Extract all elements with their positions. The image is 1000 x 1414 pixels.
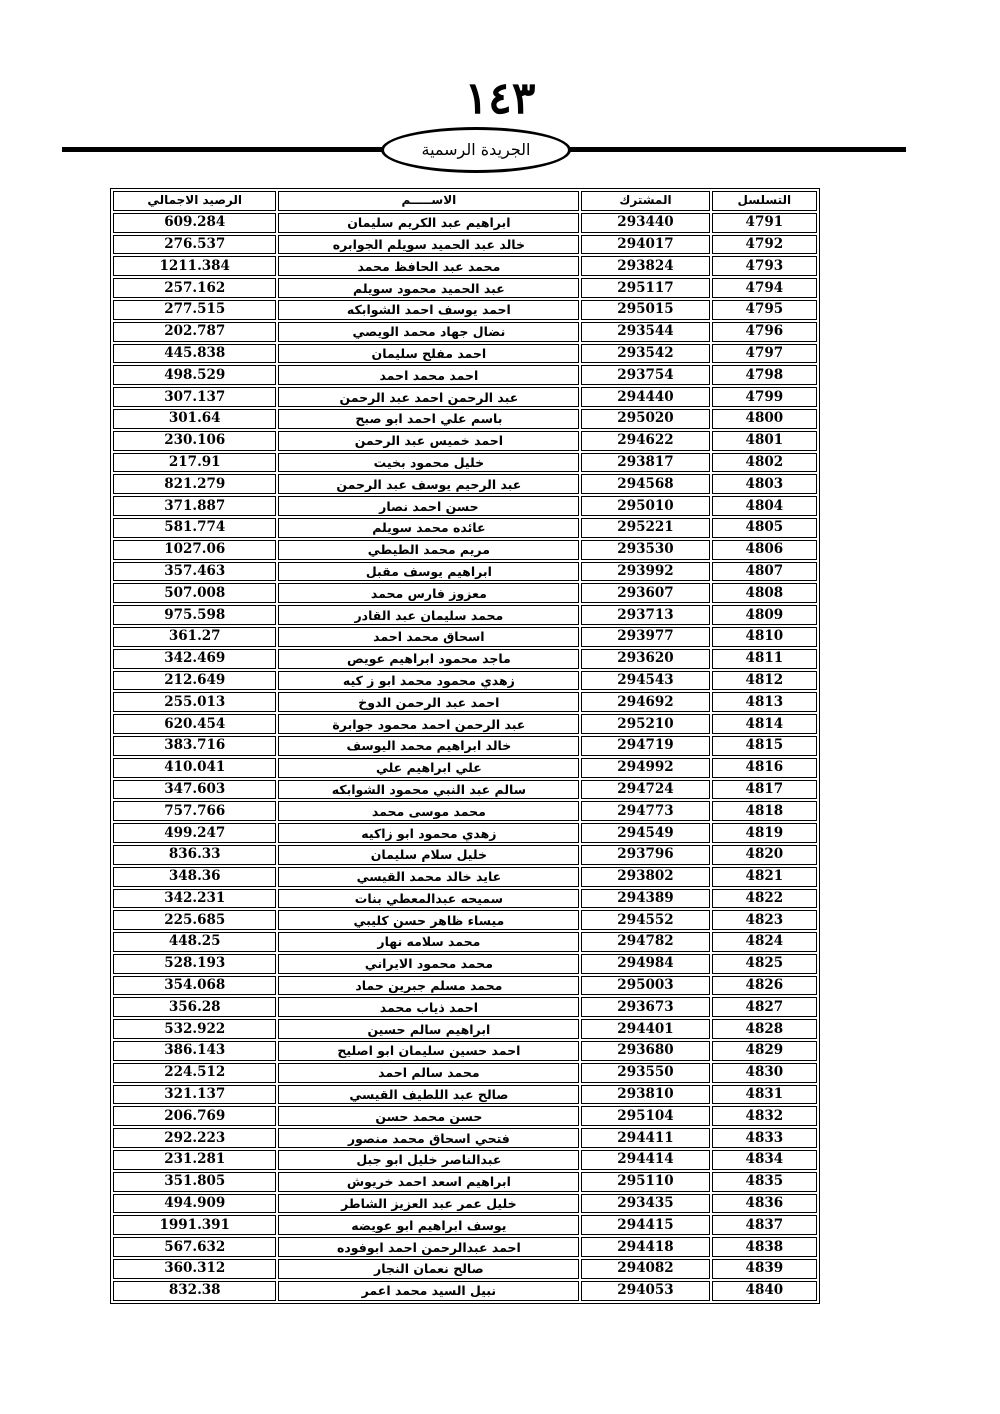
cell-serial: 4803 — [712, 474, 817, 494]
cell-balance: 301.64 — [113, 409, 276, 429]
cell-balance: 202.787 — [113, 322, 276, 342]
cell-serial: 4805 — [712, 518, 817, 538]
cell-name: علي ابراهيم علي — [278, 758, 579, 778]
table-row — [113, 213, 817, 233]
table-body — [113, 213, 817, 1301]
cell-subscriber: 293542 — [581, 344, 709, 364]
cell-name: ابراهيم يوسف مقبل — [278, 562, 579, 582]
cell-subscriber: 294389 — [581, 889, 709, 909]
cell-balance: 292.223 — [113, 1128, 276, 1148]
cell-serial: 4801 — [712, 431, 817, 451]
cell-balance: 321.137 — [113, 1085, 276, 1105]
cell-subscriber: 294017 — [581, 235, 709, 255]
cell-subscriber: 294692 — [581, 692, 709, 712]
cell-balance: 342.469 — [113, 649, 276, 669]
table-row — [113, 409, 817, 429]
cell-serial: 4836 — [712, 1194, 817, 1214]
cell-balance: 356.28 — [113, 997, 276, 1017]
cell-subscriber: 294543 — [581, 671, 709, 691]
cell-name: خالد عبد الحميد سويلم الجوابره — [278, 235, 579, 255]
cell-balance: 507.008 — [113, 583, 276, 603]
column-header-name: الاســـــم — [278, 191, 579, 211]
cell-serial: 4829 — [712, 1041, 817, 1061]
cell-name: عائده محمد سويلم — [278, 518, 579, 538]
table-row — [113, 1128, 817, 1148]
cell-balance: 836.33 — [113, 845, 276, 865]
cell-balance: 499.247 — [113, 823, 276, 843]
cell-name: محمد سليمان عبد القادر — [278, 605, 579, 625]
cell-serial: 4802 — [712, 453, 817, 473]
cell-subscriber: 294414 — [581, 1150, 709, 1170]
cell-name: محمد مسلم جبرين حماد — [278, 976, 579, 996]
table-row — [113, 453, 817, 473]
cell-serial: 4821 — [712, 867, 817, 887]
cell-balance: 255.013 — [113, 692, 276, 712]
cell-subscriber: 293673 — [581, 997, 709, 1017]
cell-balance: 217.91 — [113, 453, 276, 473]
cell-serial: 4827 — [712, 997, 817, 1017]
cell-serial: 4799 — [712, 387, 817, 407]
cell-name: احمد عبد الرحمن الدوخ — [278, 692, 579, 712]
cell-name: معزوز فارس محمد — [278, 583, 579, 603]
cell-serial: 4811 — [712, 649, 817, 669]
cell-serial: 4833 — [712, 1128, 817, 1148]
cell-balance: 276.537 — [113, 235, 276, 255]
table-row — [113, 1194, 817, 1214]
cell-balance: 230.106 — [113, 431, 276, 451]
cell-name: عبد الرحمن احمد عبد الرحمن — [278, 387, 579, 407]
cell-name: عايد خالد محمد القيسي — [278, 867, 579, 887]
cell-balance: 1027.06 — [113, 540, 276, 560]
cell-balance: 357.463 — [113, 562, 276, 582]
cell-serial: 4830 — [712, 1063, 817, 1083]
cell-serial: 4818 — [712, 801, 817, 821]
cell-serial: 4820 — [712, 845, 817, 865]
cell-serial: 4809 — [712, 605, 817, 625]
table-row — [113, 365, 817, 385]
cell-balance: 581.774 — [113, 518, 276, 538]
cell-name: محمد سلامه نهار — [278, 932, 579, 952]
table-row — [113, 1215, 817, 1235]
cell-name: عبد الرحمن احمد محمود جوابرة — [278, 714, 579, 734]
cell-serial: 4824 — [712, 932, 817, 952]
cell-serial: 4826 — [712, 976, 817, 996]
cell-subscriber: 294415 — [581, 1215, 709, 1235]
table-row — [113, 518, 817, 538]
cell-subscriber: 295010 — [581, 496, 709, 516]
cell-balance: 212.649 — [113, 671, 276, 691]
cell-balance: 354.068 — [113, 976, 276, 996]
table-row — [113, 976, 817, 996]
cell-subscriber: 293817 — [581, 453, 709, 473]
cell-subscriber: 295221 — [581, 518, 709, 538]
cell-name: محمد محمود الايراني — [278, 954, 579, 974]
cell-subscriber: 295210 — [581, 714, 709, 734]
table-row — [113, 1237, 817, 1257]
cell-subscriber: 293530 — [581, 540, 709, 560]
cell-name: احمد خميس عبد الرحمن — [278, 431, 579, 451]
cell-serial: 4834 — [712, 1150, 817, 1170]
cell-subscriber: 293440 — [581, 213, 709, 233]
cell-subscriber: 295117 — [581, 278, 709, 298]
table-row — [113, 1041, 817, 1061]
cell-serial: 4815 — [712, 736, 817, 756]
cell-balance: 448.25 — [113, 932, 276, 952]
table-row — [113, 322, 817, 342]
column-header-subscriber: المشترك — [581, 191, 709, 211]
cell-subscriber: 293620 — [581, 649, 709, 669]
cell-subscriber: 294782 — [581, 932, 709, 952]
cell-name: محمد عبد الحافظ محمد — [278, 256, 579, 276]
table-row — [113, 932, 817, 952]
cell-subscriber: 294568 — [581, 474, 709, 494]
cell-balance: 620.454 — [113, 714, 276, 734]
cell-subscriber: 295110 — [581, 1172, 709, 1192]
cell-name: عبد الحميد محمود سويلم — [278, 278, 579, 298]
cell-subscriber: 294440 — [581, 387, 709, 407]
cell-name: خالد ابراهيم محمد اليوسف — [278, 736, 579, 756]
cell-serial: 4822 — [712, 889, 817, 909]
cell-subscriber: 295015 — [581, 300, 709, 320]
cell-subscriber: 293824 — [581, 256, 709, 276]
cell-serial: 4794 — [712, 278, 817, 298]
cell-balance: 1211.384 — [113, 256, 276, 276]
cell-serial: 4813 — [712, 692, 817, 712]
table-row — [113, 714, 817, 734]
cell-balance: 351.805 — [113, 1172, 276, 1192]
cell-subscriber: 294418 — [581, 1237, 709, 1257]
cell-balance: 410.041 — [113, 758, 276, 778]
cell-subscriber: 293435 — [581, 1194, 709, 1214]
cell-name: ابراهيم اسعد احمد خريوش — [278, 1172, 579, 1192]
cell-name: خليل عمر عبد العزيز الشاطر — [278, 1194, 579, 1214]
cell-subscriber: 293713 — [581, 605, 709, 625]
cell-name: احمد يوسف احمد الشوابكه — [278, 300, 579, 320]
cell-name: احمد محمد احمد — [278, 365, 579, 385]
cell-balance: 257.162 — [113, 278, 276, 298]
cell-serial: 4832 — [712, 1106, 817, 1126]
cell-serial: 4810 — [712, 627, 817, 647]
table-row — [113, 1281, 817, 1301]
cell-subscriber: 293802 — [581, 867, 709, 887]
cell-serial: 4825 — [712, 954, 817, 974]
cell-balance: 347.603 — [113, 780, 276, 800]
publication-title: الجريدة الرسمية — [421, 140, 531, 159]
cell-balance: 348.36 — [113, 867, 276, 887]
column-header-balance: الرصيد الاجمالي — [113, 191, 276, 211]
cell-name: خليل محمود بخيت — [278, 453, 579, 473]
cell-balance: 342.231 — [113, 889, 276, 909]
cell-balance: 371.887 — [113, 496, 276, 516]
cell-name: سالم عبد النبي محمود الشوابكه — [278, 780, 579, 800]
cell-subscriber: 294411 — [581, 1128, 709, 1148]
cell-name: صالح نعمان النجار — [278, 1259, 579, 1279]
cell-subscriber: 294719 — [581, 736, 709, 756]
table-row — [113, 649, 817, 669]
cell-serial: 4792 — [712, 235, 817, 255]
table-row — [113, 605, 817, 625]
cell-name: فتحي اسحاق محمد منصور — [278, 1128, 579, 1148]
cell-subscriber: 293550 — [581, 1063, 709, 1083]
cell-balance: 821.279 — [113, 474, 276, 494]
table-row — [113, 1106, 817, 1126]
cell-serial: 4823 — [712, 910, 817, 930]
cell-name: محمد سالم احمد — [278, 1063, 579, 1083]
cell-name: احمد عبدالرحمن احمد ابوفوده — [278, 1237, 579, 1257]
cell-name: اسحاق محمد احمد — [278, 627, 579, 647]
cell-balance: 567.632 — [113, 1237, 276, 1257]
cell-name: صالح عبد اللطيف القيسي — [278, 1085, 579, 1105]
publication-badge — [381, 127, 571, 173]
table-row — [113, 387, 817, 407]
cell-subscriber: 294984 — [581, 954, 709, 974]
cell-balance: 360.312 — [113, 1259, 276, 1279]
cell-subscriber: 293796 — [581, 845, 709, 865]
subscribers-table-container — [110, 188, 820, 1304]
page-number: ١٤٣ — [464, 73, 536, 124]
table-row — [113, 1172, 817, 1192]
table-row — [113, 496, 817, 516]
table-header-row — [113, 191, 817, 211]
cell-name: عبد الرحيم يوسف عبد الرحمن — [278, 474, 579, 494]
cell-balance: 277.515 — [113, 300, 276, 320]
cell-serial: 4831 — [712, 1085, 817, 1105]
cell-name: نضال جهاد محمد الويصي — [278, 322, 579, 342]
table-row — [113, 300, 817, 320]
table-row — [113, 1259, 817, 1279]
cell-balance: 609.284 — [113, 213, 276, 233]
cell-name: عبدالناصر خليل ابو جبل — [278, 1150, 579, 1170]
table-row — [113, 910, 817, 930]
table-row — [113, 583, 817, 603]
cell-subscriber: 293754 — [581, 365, 709, 385]
cell-balance: 757.766 — [113, 801, 276, 821]
table-row — [113, 235, 817, 255]
cell-subscriber: 295020 — [581, 409, 709, 429]
cell-balance: 498.529 — [113, 365, 276, 385]
cell-subscriber: 294082 — [581, 1259, 709, 1279]
cell-balance: 386.143 — [113, 1041, 276, 1061]
cell-serial: 4838 — [712, 1237, 817, 1257]
cell-balance: 225.685 — [113, 910, 276, 930]
cell-serial: 4808 — [712, 583, 817, 603]
cell-subscriber: 294549 — [581, 823, 709, 843]
cell-name: ماجد محمود ابراهيم عويص — [278, 649, 579, 669]
table-row — [113, 889, 817, 909]
cell-balance: 206.769 — [113, 1106, 276, 1126]
cell-serial: 4796 — [712, 322, 817, 342]
table-row — [113, 692, 817, 712]
cell-name: حسن محمد حسن — [278, 1106, 579, 1126]
cell-serial: 4812 — [712, 671, 817, 691]
cell-serial: 4816 — [712, 758, 817, 778]
cell-subscriber: 293607 — [581, 583, 709, 603]
cell-subscriber: 293544 — [581, 322, 709, 342]
cell-name: سميحه عبدالمعطي بنات — [278, 889, 579, 909]
cell-serial: 4791 — [712, 213, 817, 233]
cell-balance: 832.38 — [113, 1281, 276, 1301]
table-row — [113, 1150, 817, 1170]
cell-serial: 4819 — [712, 823, 817, 843]
table-row — [113, 758, 817, 778]
cell-subscriber: 295003 — [581, 976, 709, 996]
cell-subscriber: 295104 — [581, 1106, 709, 1126]
table-row — [113, 540, 817, 560]
cell-serial: 4817 — [712, 780, 817, 800]
table-row — [113, 823, 817, 843]
cell-name: يوسف ابراهيم ابو عويضه — [278, 1215, 579, 1235]
table-row — [113, 867, 817, 887]
cell-serial: 4828 — [712, 1019, 817, 1039]
cell-balance: 361.27 — [113, 627, 276, 647]
table-row — [113, 1063, 817, 1083]
cell-serial: 4806 — [712, 540, 817, 560]
cell-serial: 4804 — [712, 496, 817, 516]
cell-name: محمد موسى محمد — [278, 801, 579, 821]
cell-name: احمد مفلح سليمان — [278, 344, 579, 364]
cell-balance: 528.193 — [113, 954, 276, 974]
cell-serial: 4840 — [712, 1281, 817, 1301]
cell-balance: 445.838 — [113, 344, 276, 364]
cell-serial: 4807 — [712, 562, 817, 582]
cell-serial: 4795 — [712, 300, 817, 320]
cell-serial: 4835 — [712, 1172, 817, 1192]
cell-name: ميساء ظاهر حسن كليبي — [278, 910, 579, 930]
cell-serial: 4814 — [712, 714, 817, 734]
cell-name: ابراهيم عبد الكريم سليمان — [278, 213, 579, 233]
cell-subscriber: 294552 — [581, 910, 709, 930]
table-row — [113, 474, 817, 494]
cell-serial: 4797 — [712, 344, 817, 364]
table-row — [113, 1085, 817, 1105]
subscribers-table — [110, 188, 820, 1304]
cell-name: مريم محمد الطيطي — [278, 540, 579, 560]
column-header-serial: التسلسل — [712, 191, 817, 211]
table-row — [113, 671, 817, 691]
table-row — [113, 562, 817, 582]
table-row — [113, 1019, 817, 1039]
table-row — [113, 344, 817, 364]
cell-name: خليل سلام سليمان — [278, 845, 579, 865]
cell-name: زهدي محمود محمد ابو ز كيه — [278, 671, 579, 691]
cell-serial: 4839 — [712, 1259, 817, 1279]
cell-balance: 494.909 — [113, 1194, 276, 1214]
cell-subscriber: 293977 — [581, 627, 709, 647]
table-row — [113, 278, 817, 298]
cell-name: نبيل السيد محمد اعمر — [278, 1281, 579, 1301]
cell-subscriber: 294053 — [581, 1281, 709, 1301]
cell-serial: 4798 — [712, 365, 817, 385]
cell-subscriber: 294724 — [581, 780, 709, 800]
cell-subscriber: 293810 — [581, 1085, 709, 1105]
table-row — [113, 845, 817, 865]
cell-balance: 975.598 — [113, 605, 276, 625]
cell-name: زهدي محمود ابو زاكيه — [278, 823, 579, 843]
table-row — [113, 627, 817, 647]
cell-subscriber: 294773 — [581, 801, 709, 821]
cell-name: باسم علي احمد ابو صبح — [278, 409, 579, 429]
cell-name: ابراهيم سالم حسين — [278, 1019, 579, 1039]
table-row — [113, 801, 817, 821]
table-row — [113, 256, 817, 276]
cell-balance: 1991.391 — [113, 1215, 276, 1235]
cell-balance: 307.137 — [113, 387, 276, 407]
table-row — [113, 997, 817, 1017]
table-row — [113, 780, 817, 800]
cell-subscriber: 294401 — [581, 1019, 709, 1039]
table-row — [113, 954, 817, 974]
cell-balance: 224.512 — [113, 1063, 276, 1083]
cell-serial: 4837 — [712, 1215, 817, 1235]
cell-balance: 231.281 — [113, 1150, 276, 1170]
cell-subscriber: 294622 — [581, 431, 709, 451]
cell-balance: 383.716 — [113, 736, 276, 756]
cell-name: احمد حسين سليمان ابو اصليح — [278, 1041, 579, 1061]
table-row — [113, 431, 817, 451]
cell-serial: 4800 — [712, 409, 817, 429]
cell-name: حسن احمد نصار — [278, 496, 579, 516]
table-row — [113, 736, 817, 756]
cell-serial: 4793 — [712, 256, 817, 276]
cell-subscriber: 293680 — [581, 1041, 709, 1061]
cell-balance: 532.922 — [113, 1019, 276, 1039]
cell-subscriber: 294992 — [581, 758, 709, 778]
cell-name: احمد ذياب محمد — [278, 997, 579, 1017]
cell-subscriber: 293992 — [581, 562, 709, 582]
